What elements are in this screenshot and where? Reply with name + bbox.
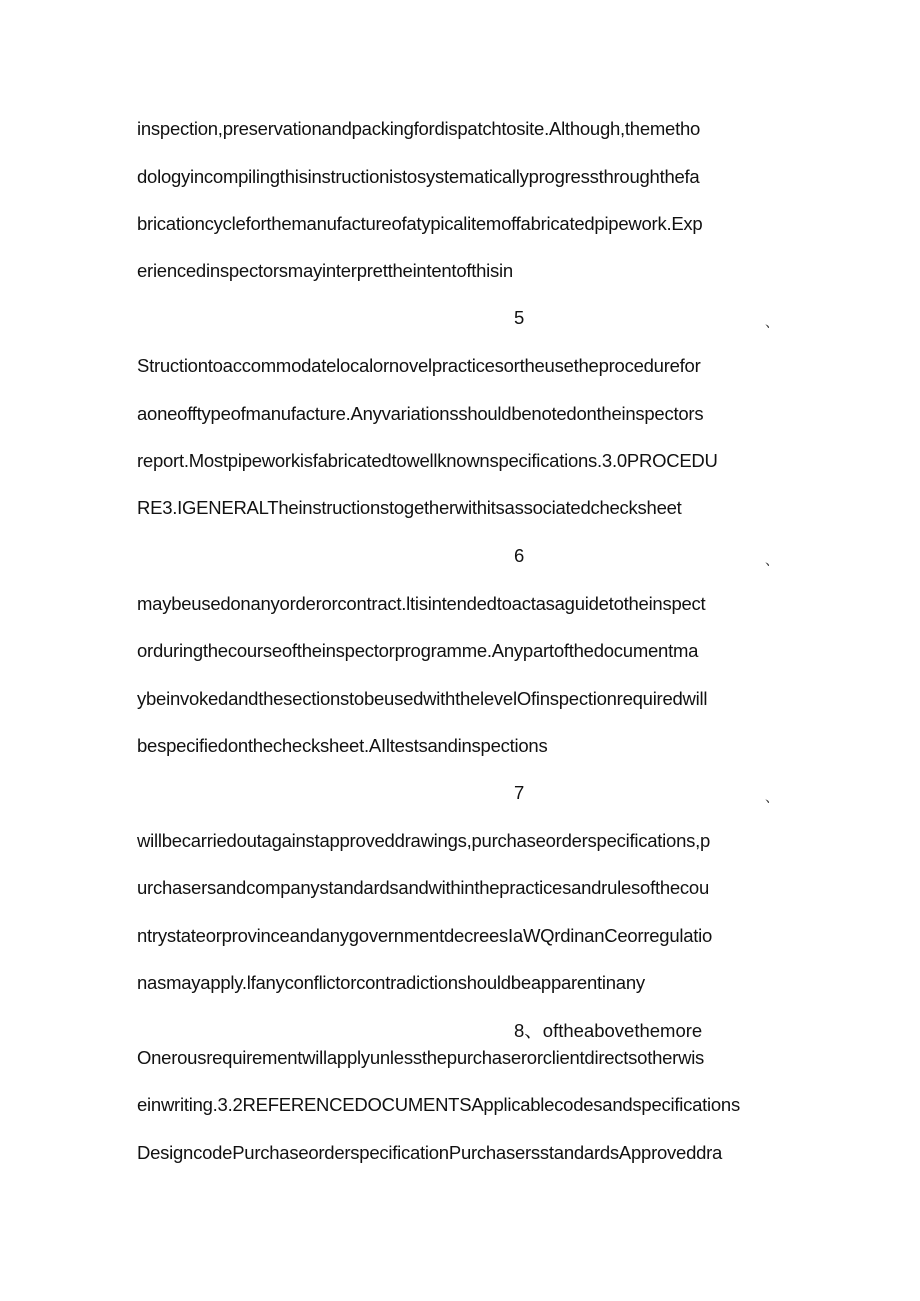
- text-line: bespecifiedonthechecksheet.AIltestsandinspections: [137, 735, 548, 756]
- page-number: 5: [514, 307, 525, 328]
- text-line: inspection,preservationandpackingfordispatchtosite.Although,themetho: [137, 118, 701, 139]
- text-line: report.Mostpipeworkisfabricatedtowellknownspecifications.3.0PROCEDU: [137, 450, 718, 471]
- text-line: dologyincompilingthisinstructionistosystematicallyprogressthroughthefa: [137, 166, 700, 187]
- text-line: ybeinvokedandthesectionstobeusedwiththelevelOfinspectionrequiredwill: [137, 688, 708, 709]
- text-line: aoneofftypeofmanufacture.Anyvariationsshouldbenotedontheinspectors: [137, 403, 704, 424]
- enumeration-mark: 、: [765, 314, 779, 330]
- page-number: 6: [514, 545, 525, 566]
- text-line: nasmayapply.lfanyconflictorcontradictionshouldbeapparentinany: [137, 972, 645, 993]
- section-continuation: 8、oftheabovethemore: [514, 1020, 703, 1041]
- text-line: ntrystateorprovinceandanygovernmentdecreesIaWQrdinanCeorregulatio: [137, 925, 713, 946]
- text-line: bricationcycleforthemanufactureofatypicalitemoffabricatedpipework.Exp: [137, 213, 703, 234]
- text-line: eriencedinspectorsmayinterprettheintentofthisin: [137, 260, 513, 281]
- enumeration-mark: 、: [765, 552, 779, 568]
- enumeration-mark: 、: [765, 789, 779, 805]
- text-line: willbecarriedoutagainstapproveddrawings,purchaseorderspecifications,p: [137, 830, 711, 851]
- text-line: RE3.IGENERALTheinstructionstogetherwithitsassociatedchecksheet: [137, 497, 682, 518]
- text-line: urchasersandcompanystandardsandwithinthepracticesandrulesofthecou: [137, 877, 710, 898]
- text-line: Onerousrequirementwillapplyunlessthepurchaserorclientdirectsotherwis: [137, 1047, 705, 1068]
- text-line: Structiontoaccommodatelocalornovelpracticesortheusetheprocedurefor: [137, 355, 701, 376]
- text-line: DesigncodePurchaseorderspecificationPurchasersstandardsApproveddra: [137, 1142, 723, 1163]
- text-line: orduringthecourseoftheinspectorprogramme.Anypartofthedocumentma: [137, 640, 699, 661]
- text-line: maybeusedonanyorderorcontract.ltisintendedtoactasaguidetotheinspect: [137, 593, 706, 614]
- text-line: einwriting.3.2REFERENCEDOCUMENTSApplicablecodesandspecifications: [137, 1094, 740, 1115]
- page-number: 7: [514, 782, 525, 803]
